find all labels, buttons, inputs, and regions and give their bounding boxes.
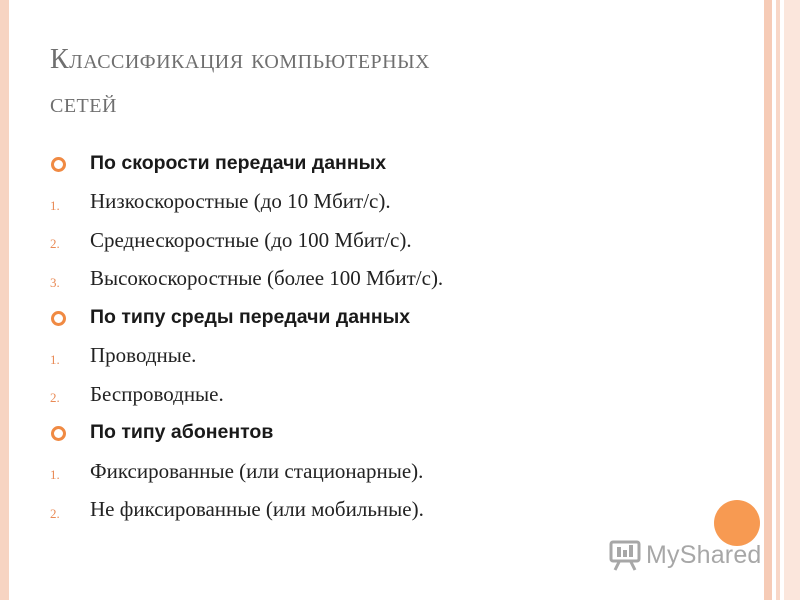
list-item-text: Не фиксированные (или мобильные). — [90, 497, 424, 522]
section-heading — [50, 144, 730, 183]
list-item-text: Фиксированные (или стационарные). — [90, 458, 424, 483]
list-item — [50, 260, 730, 299]
list-number: 2. — [50, 390, 60, 406]
list-item — [50, 221, 730, 260]
frame-band-outer — [764, 0, 772, 600]
myshared-watermark[interactable] — [608, 538, 762, 572]
list-number: 1. — [50, 197, 60, 213]
slide-title-line-2: сетей — [50, 88, 117, 119]
section-heading-text: По скорости передачи данных — [90, 151, 387, 174]
ring-bullet-icon — [51, 157, 66, 172]
ring-bullet-icon — [51, 426, 66, 441]
list-item — [50, 337, 730, 376]
list-number: 2. — [50, 236, 60, 252]
section-heading-text: По типу абонентов — [90, 421, 274, 444]
list-item — [50, 183, 730, 222]
list-item — [50, 452, 730, 491]
list-number: 3. — [50, 274, 60, 290]
frame-band-inner — [776, 0, 780, 600]
section-heading — [50, 298, 730, 337]
list-item — [50, 375, 730, 414]
list-item-text: Высокоскоростные (более 100 Мбит/с). — [90, 266, 444, 291]
right-frame-bands — [764, 0, 800, 600]
list-item-text: Низкоскоростные (до 10 Мбит/с). — [90, 189, 391, 214]
watermark-text: MyShared — [646, 540, 762, 569]
ring-bullet-icon — [51, 311, 66, 326]
list-number: 1. — [50, 351, 60, 367]
list-item-text: Проводные. — [90, 343, 197, 368]
slide-title-line-1: Классификация компьютерных — [50, 44, 431, 75]
list-item-text: Среднескоростные (до 100 Мбит/с). — [90, 227, 412, 252]
list-item — [50, 491, 730, 530]
list-number: 2. — [50, 505, 60, 521]
list-number: 1. — [50, 467, 60, 483]
list-item-text: Беспроводные. — [90, 381, 224, 406]
slide-title — [50, 38, 690, 126]
left-frame-band — [0, 0, 9, 600]
section-heading — [50, 414, 730, 453]
frame-band-edge — [784, 0, 800, 600]
presentation-board-icon — [608, 538, 642, 572]
slide-body — [50, 144, 730, 529]
section-heading-text: По типу среды передачи данных — [90, 305, 411, 328]
